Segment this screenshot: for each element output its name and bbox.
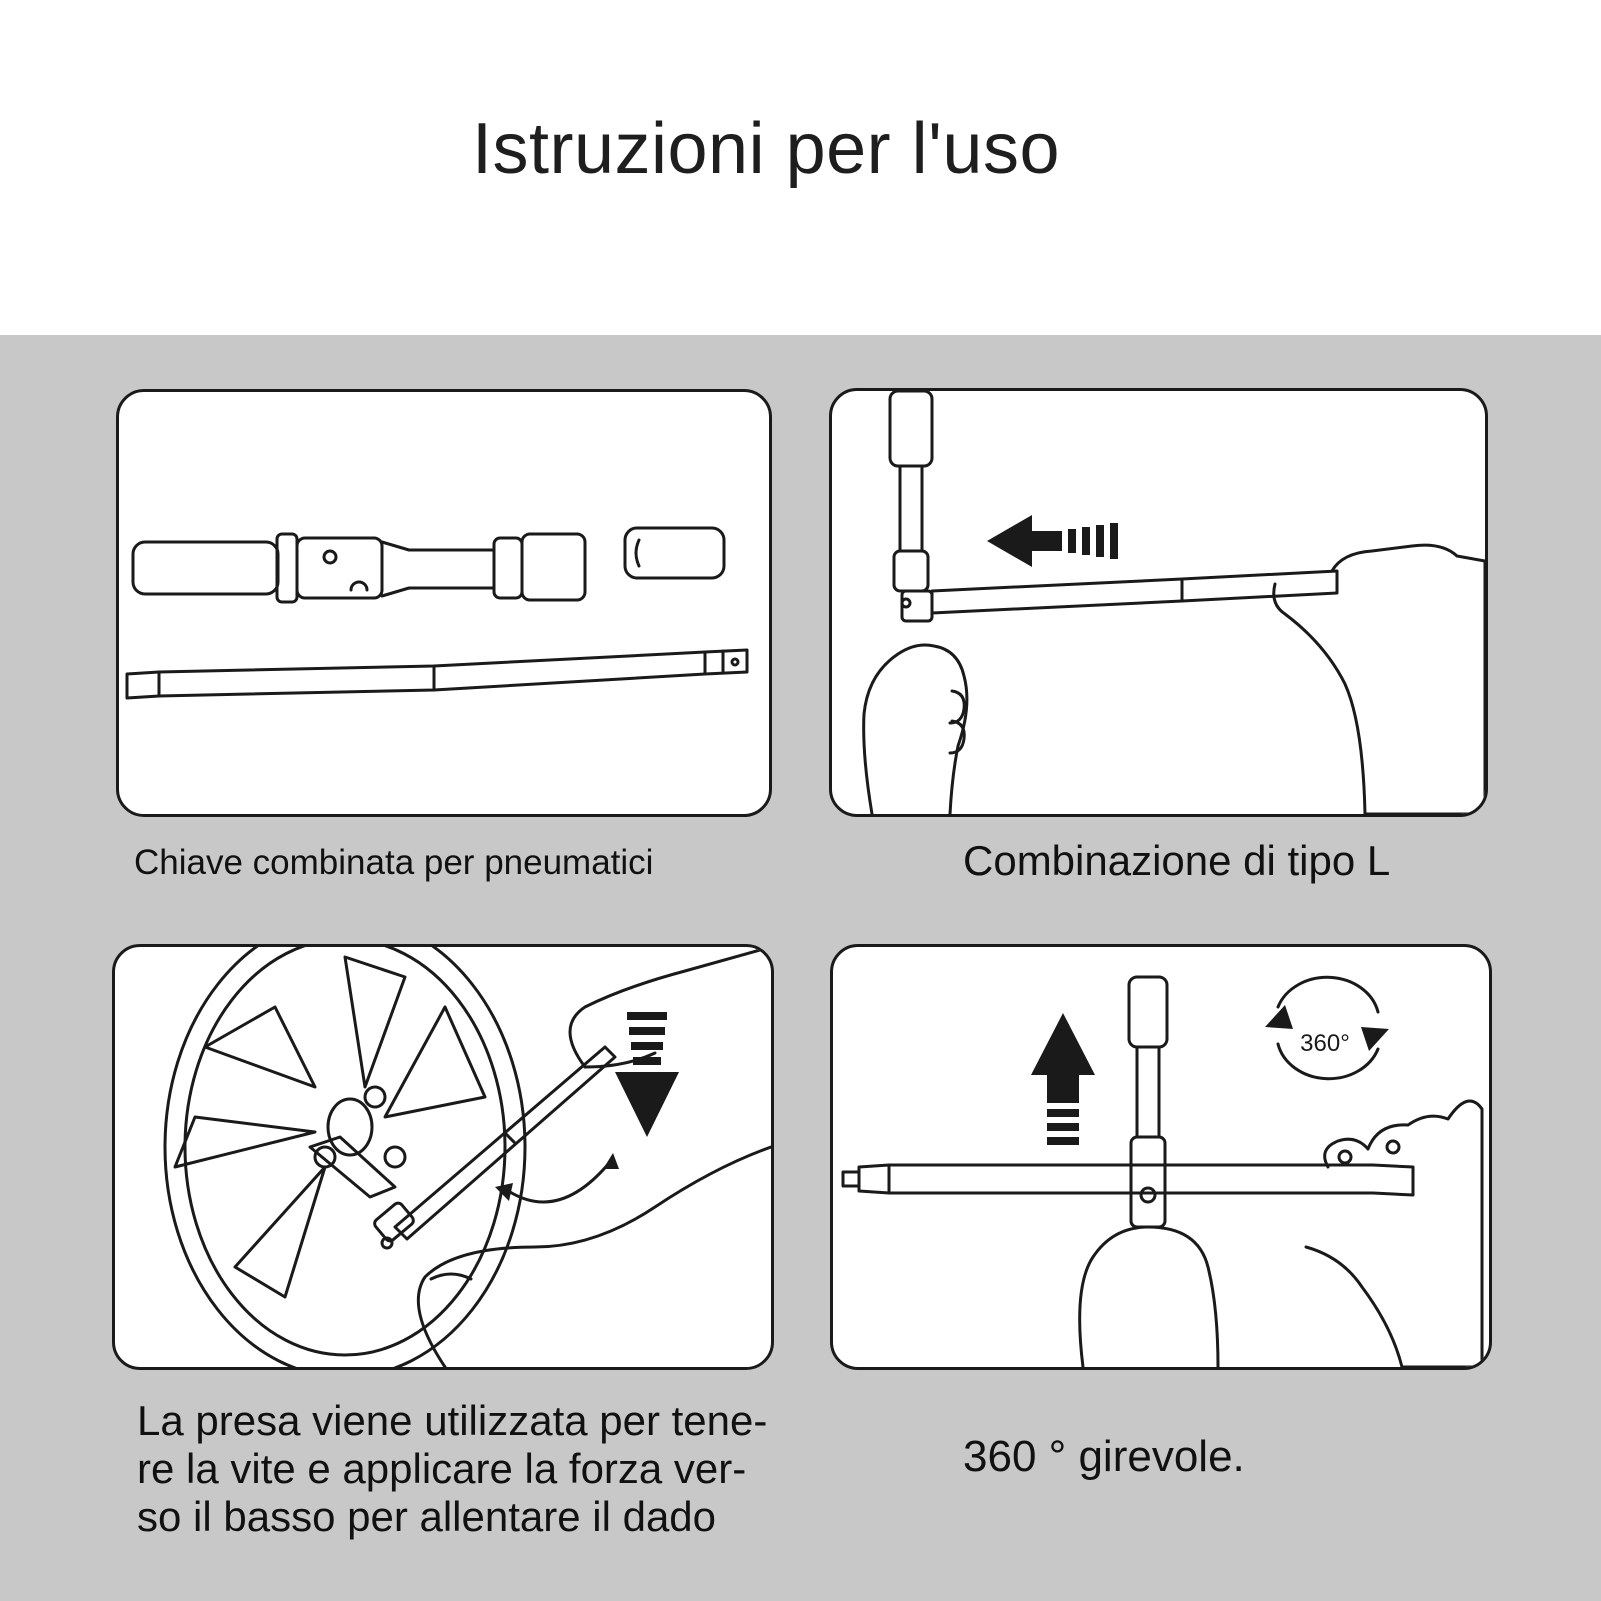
l-type-illustration [832, 391, 1485, 814]
wrench-parts-illustration [119, 392, 769, 814]
rotate-badge-text: 360° [1300, 1030, 1350, 1057]
wheel-illustration [115, 947, 771, 1367]
header [0, 0, 1601, 335]
page-title: Istruzioni per l'uso [471, 109, 1060, 189]
panel-wrench-parts [116, 389, 772, 817]
caption-swivel: 360 ° girevole. [963, 1432, 1245, 1481]
caption-l-type: Combinazione di tipo L [963, 837, 1391, 884]
arrow-left-icon [987, 515, 1118, 567]
arrow-up-icon [1031, 1013, 1095, 1145]
curved-double-arrow-icon [495, 1153, 619, 1202]
caption-wrench-parts: Chiave combinata per pneumatici [134, 843, 654, 882]
panel-l-type [829, 388, 1488, 817]
swivel-illustration [833, 947, 1489, 1367]
caption-wheel-line-2: re la vite e applicare la forza ver- [137, 1445, 747, 1492]
rotate-360-icon [1265, 977, 1389, 1078]
panel-swivel [830, 944, 1492, 1370]
arrow-down-icon [615, 1012, 679, 1137]
panel-wheel [112, 944, 774, 1370]
caption-wheel [137, 1397, 897, 1541]
caption-wheel-line-1: La presa viene utilizzata per tene- [137, 1397, 768, 1444]
caption-wheel-line-3: so il basso per allentare il dado [137, 1493, 717, 1540]
